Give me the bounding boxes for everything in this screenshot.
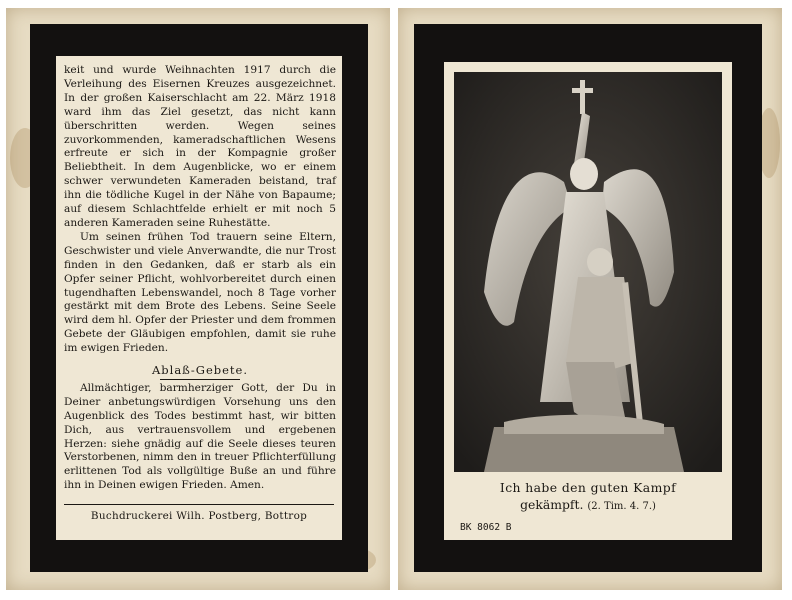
catalog-code: BK 8062 B xyxy=(460,522,512,533)
mourning-border-right xyxy=(414,24,762,572)
text-panel xyxy=(56,56,342,540)
bible-reference: (2. Tim. 4. 7.) xyxy=(587,501,656,512)
printer-imprint: Buchdruckerei Wilh. Postberg, Bottrop xyxy=(90,510,308,522)
obituary-paragraph-2: Um seinen frühen Tod trauern seine Eltern, Geschwister und viele Anverwandte, die nur Trost finden in den Gedanken, daß er starb als ein Opfer seiner Pflicht, wohlvorbereitet durch einen tugendhaften Lebenswandel, noch 8 Tage vorher gestärkt mit dem Brote des Lebens. Seine Seele wird dem hl. Opfer der Priester und dem frommen Gebete der Gläubigen empfohlen, damit sie ruhe im ewigen Frieden. xyxy=(64,230,336,355)
divider xyxy=(64,504,334,505)
obituary-paragraph-1: keit und wurde Weihnachten 1917 durch die Verleihung des Eisernen Kreuzes ausgezeichnet. In der großen Kaiserschlacht am 22. März 1918 ward ihm das Ziel gesetzt, das nicht kann überschritten werden. Wegen seines zuvorkommenden, kameradschaftlichen Wesens erfreute er sich in der Kompagnie großer Beliebtheit. In dem Augenblicke, wo er einem schwer verwundeten Kameraden beistand, traf ihn die tödliche Kugel in der Nähe von Bapaume; auf diesem Schlachtfelde erhielt er mit noch 5 anderen Kameraden seine Ruhestätte. xyxy=(64,64,336,229)
obituary-text xyxy=(64,64,336,493)
mourning-border-left xyxy=(30,24,368,572)
prayer-heading: Ablaß-Gebete. xyxy=(151,363,248,378)
caption-line-1: Ich habe den guten Kampf xyxy=(499,480,677,495)
image-panel xyxy=(444,62,732,540)
angel-soldier-statue-image xyxy=(454,72,722,472)
angel-soldier-statue-icon xyxy=(454,72,722,472)
right-card xyxy=(398,8,782,590)
left-card xyxy=(6,8,390,590)
caption-line-2 xyxy=(444,497,732,512)
prayer-text: Allmächtiger, barmherziger Gott, der Du in Deiner anbetungswürdigen Vorsehung uns den Augenblick des Todes bestimmt hast, wir bitten Dich, aus vertrauensvollem und ergebenen Herzen: siehe gnädig auf die Seele dieses teuren Verstorbenen, nimm den in treuer Pflichterfüllung erlittenen Tod als vollgültige Buße an und führe ihn in Deinen ewigen Frieden. Amen. xyxy=(64,381,336,492)
divider xyxy=(160,379,240,380)
caption-text: gekämpft. xyxy=(520,497,584,512)
